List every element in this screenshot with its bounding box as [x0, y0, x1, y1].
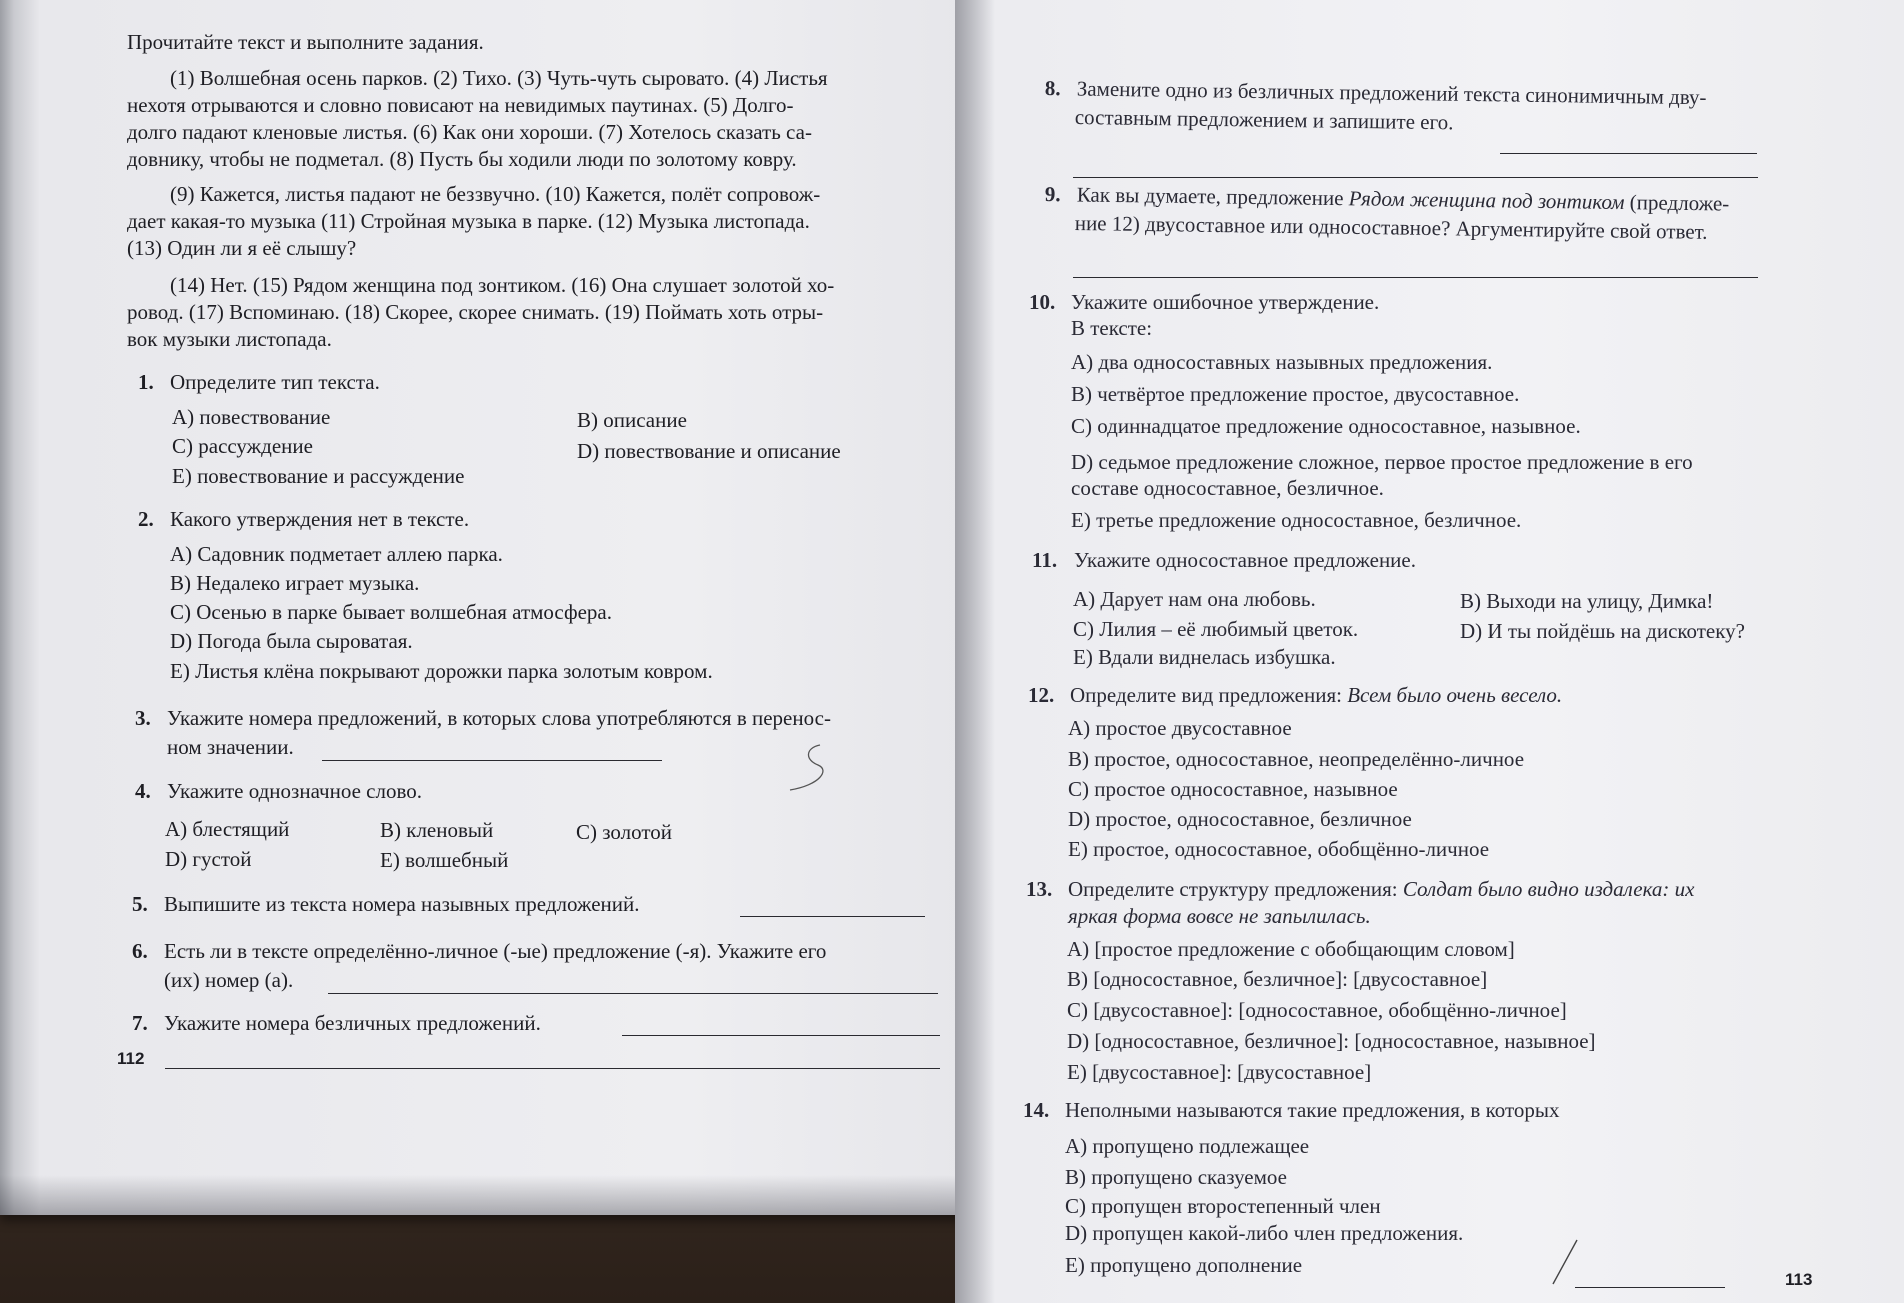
page-right [955, 0, 1904, 1303]
answer-line[interactable] [740, 915, 925, 917]
answer-line[interactable] [1500, 152, 1757, 154]
question-8: 8. Замените одно из безличных предложений текста синонимичным дву- [1044, 75, 1707, 110]
option-e[interactable]: E) повествование и рассуждение [172, 464, 465, 488]
page-number: 113 [1785, 1270, 1813, 1289]
passage-line: довнику, чтобы не подметал. (8) Пусть бы ходили люди по золотому ковру. [127, 147, 797, 171]
option-a[interactable]: A) [простое предложение с обобщающим словом] [1067, 937, 1515, 961]
question-13-continuation: яркая форма вовсе не запылилась. [1068, 904, 1371, 928]
question-10-subtitle: В тексте: [1071, 316, 1153, 340]
answer-line[interactable] [622, 1034, 940, 1036]
option-a[interactable]: A) два односоставных назывных предложения. [1071, 350, 1493, 374]
passage-line: (14) Нет. (15) Рядом женщина под зонтиком. (16) Она слушает золотой хо- [170, 273, 835, 297]
option-b[interactable]: B) Недалеко играет музыка. [170, 571, 420, 595]
option-a[interactable]: A) пропущено подлежащее [1065, 1134, 1310, 1158]
option-a[interactable]: A) блестящий [165, 817, 290, 841]
question-9: 9. Как вы думаете, предложение Рядом женщина под зонтиком (предложе- [1044, 181, 1730, 216]
book-gutter [955, 0, 995, 1303]
option-a[interactable]: A) Садовник подметает аллею парка. [170, 542, 503, 566]
option-d[interactable]: D) И ты пойдёшь на дискотеку? [1460, 619, 1745, 643]
question-3-continuation: ном значении. [167, 735, 294, 759]
passage-line: долго падают кленовые листья. (6) Как они хороши. (7) Хотелось сказать са- [127, 120, 812, 144]
question-3: 3. Укажите номера предложений, в которых слова употребляются в перенос- [135, 706, 831, 730]
option-c[interactable]: C) рассуждение [172, 434, 313, 458]
question-6-continuation: (их) номер (а). [164, 968, 294, 992]
instruction-heading: Прочитайте текст и выполните задания. [127, 30, 484, 54]
answer-line[interactable] [322, 759, 662, 761]
question-10: 10. Укажите ошибочное утверждение. [1029, 290, 1380, 314]
passage-line: дает какая-то музыка (11) Стройная музыка в парке. (12) Музыка листопада. [127, 209, 810, 233]
option-b[interactable]: B) четвёртое предложение простое, двусоставное. [1071, 382, 1520, 406]
option-e[interactable]: E) волшебный [380, 848, 509, 872]
question-1: 1. Определите тип текста. [138, 370, 380, 394]
option-b[interactable]: B) простое, односоставное, неопределённо-личное [1068, 747, 1525, 771]
question-6: 6. Есть ли в тексте определённо-личное (-ые) предложение (-я). Укажите его [132, 939, 827, 963]
option-e[interactable]: E) пропущено дополнение [1065, 1253, 1303, 1277]
option-c[interactable]: C) одиннадцатое предложение односоставное, назывное. [1071, 414, 1581, 438]
question-11: 11. Укажите односоставное предложение. [1032, 548, 1416, 572]
passage-line: нехотя отрываются и словно повисают на невидимых паутинах. (5) Долго- [127, 93, 794, 117]
passage-line: (9) Кажется, листья падают не беззвучно. (10) Кажется, полёт сопровож- [170, 182, 821, 206]
answer-line[interactable] [1073, 276, 1758, 278]
passage-line: ровод. (17) Вспоминаю. (18) Скорее, скорее снимать. (19) Поймать хоть отры- [127, 300, 824, 324]
option-e[interactable]: E) простое, односоставное, обобщённо-личное [1068, 837, 1490, 861]
option-b[interactable]: B) [односоставное, безличное]: [двусоставное] [1067, 967, 1488, 991]
option-a[interactable]: A) повествование [172, 405, 331, 429]
option-b[interactable]: B) кленовый [380, 818, 494, 842]
option-e[interactable]: E) Листья клёна покрывают дорожки парка золотым ковром. [170, 659, 713, 683]
page-left [0, 0, 975, 1215]
answer-line[interactable] [1575, 1286, 1725, 1288]
option-c[interactable]: C) золотой [576, 820, 672, 844]
passage-line: (13) Один ли я её слышу? [127, 236, 357, 260]
option-a[interactable]: A) Дарует нам она любовь. [1073, 587, 1316, 611]
option-e[interactable]: E) третье предложение односоставное, безличное. [1071, 508, 1522, 532]
option-b[interactable]: B) пропущено сказуемое [1065, 1165, 1287, 1189]
option-a[interactable]: A) простое двусоставное [1068, 716, 1292, 740]
option-c[interactable]: C) Осенью в парке бывает волшебная атмосфера. [170, 600, 613, 624]
option-c[interactable]: C) простое односоставное, назывное [1068, 777, 1398, 801]
question-7: 7. Укажите номера безличных предложений. [132, 1011, 541, 1035]
option-d[interactable]: D) повествование и описание [577, 439, 841, 463]
question-14: 14. Неполными называются такие предложения, в которых [1023, 1098, 1560, 1122]
option-c[interactable]: C) [двусоставное]: [односоставное, обобщённо-личное] [1067, 998, 1567, 1022]
option-d[interactable]: D) Погода была сыроватая. [170, 629, 413, 653]
option-d[interactable]: D) седьмое предложение сложное, первое простое предложение в его [1071, 450, 1693, 474]
question-8-continuation: составным предложением и запишите его. [1074, 104, 1454, 135]
option-c[interactable]: C) Лилия – её любимый цветок. [1073, 617, 1359, 641]
passage-line: вок музыки листопада. [127, 327, 332, 351]
pencil-mark [780, 740, 850, 800]
option-b[interactable]: B) Выходи на улицу, Димка! [1460, 589, 1714, 613]
option-c[interactable]: C) пропущен второстепенный член [1065, 1194, 1381, 1218]
question-12: 12. Определите вид предложения: Всем было очень весело. [1028, 683, 1563, 707]
passage-line: (1) Волшебная осень парков. (2) Тихо. (3) Чуть-чуть сыровато. (4) Листья [170, 66, 828, 90]
option-e[interactable]: E) [двусоставное]: [двусоставное] [1067, 1060, 1372, 1084]
page-number: 112 [117, 1049, 145, 1068]
option-d[interactable]: D) простое, односоставное, безличное [1068, 807, 1412, 831]
question-2: 2. Какого утверждения нет в тексте. [138, 507, 470, 531]
question-9-continuation: ние 12) двусоставное или односоставное? Аргументируйте свой ответ. [1074, 210, 1708, 244]
option-d[interactable]: D) [односоставное, безличное]: [односоставное, назывное] [1067, 1029, 1596, 1053]
answer-line[interactable] [165, 1067, 940, 1069]
question-13: 13. Определите структуру предложения: Солдат было видно издалека: их [1026, 877, 1695, 901]
answer-line[interactable] [1073, 176, 1758, 178]
option-e[interactable]: E) Вдали виднелась избушка. [1073, 645, 1336, 669]
option-d[interactable]: D) густой [165, 847, 252, 871]
pencil-mark [1545, 1238, 1585, 1288]
option-b[interactable]: B) описание [577, 408, 687, 432]
question-5: 5. Выпишите из текста номера назывных предложений. [132, 892, 640, 916]
option-d[interactable]: D) пропущен какой-либо член предложения. [1065, 1221, 1464, 1245]
answer-line[interactable] [328, 992, 938, 994]
option-d-continuation: составе односоставное, безличное. [1071, 476, 1384, 500]
question-4: 4. Укажите однозначное слово. [135, 779, 423, 803]
